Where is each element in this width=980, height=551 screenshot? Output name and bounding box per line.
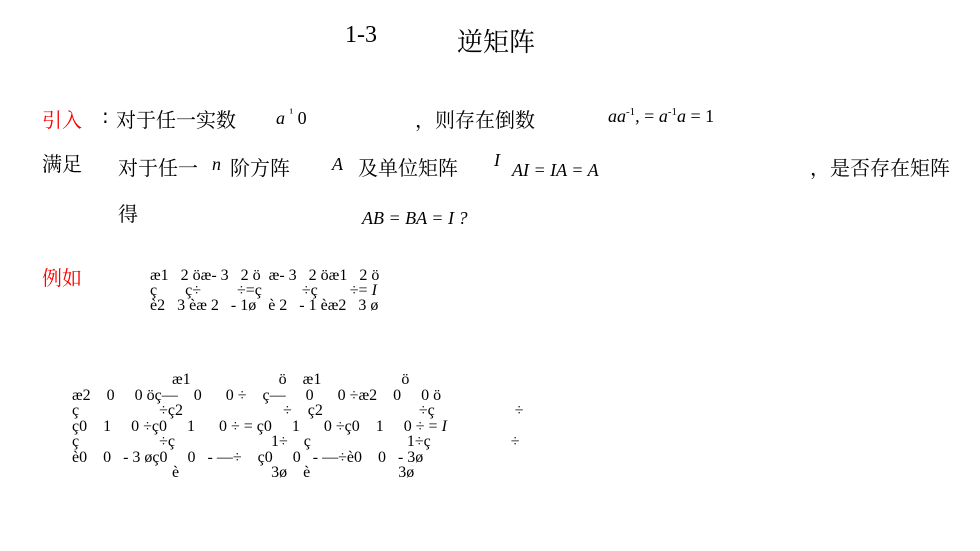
- example-2x2-row2: ç ç÷ ÷=ç ÷ç ÷= I: [150, 282, 377, 299]
- example-2x2-row3: è2 3 èæ 2 - 1ø è 2 - 1 èæ2 3 ø: [150, 297, 379, 314]
- page-title: 逆矩阵: [457, 28, 536, 58]
- satisfy-label: 满足: [42, 152, 82, 176]
- example-label: 例如: [42, 266, 82, 290]
- intro-text: 对于任一实数: [116, 108, 236, 132]
- example-2x2: [150, 268, 379, 313]
- question-identity: 及单位矩阵: [358, 156, 458, 180]
- example-3x3-row6: è0 0 - 3 øç0 0 - —÷ ç0 0 - —÷è0 0 - 3ø: [72, 448, 424, 466]
- intro-colon: :: [102, 104, 109, 128]
- question-de: 得: [118, 202, 138, 226]
- example-3x3-row2: æ2 0 0 öç— 0 0 ÷ ç— 0 0 ÷æ2 0 0 ö: [72, 386, 442, 404]
- question-eq1: AI = IA = A: [512, 160, 599, 180]
- question-n: n: [212, 154, 221, 174]
- example-2x2-row1: æ1 2 öæ- 3 2 ö æ- 3 2 öæ1 2 ö: [150, 267, 380, 284]
- intro-condition: a $^{^1}$ 0: [276, 106, 307, 128]
- question-I: I: [494, 150, 500, 170]
- question-trail: ，是否存在矩阵: [810, 156, 950, 180]
- question-order: 阶方阵: [230, 156, 290, 180]
- intro-label: 引入: [42, 108, 82, 132]
- question-eq2: AB = BA = I ?: [362, 208, 468, 228]
- question-A: A: [332, 154, 343, 174]
- example-3x3-row5: ç ÷ç 1÷ ç 1÷ç ÷: [72, 433, 520, 450]
- section-number: 1-3: [345, 22, 377, 48]
- intro-inverse-text: ，则存在倒数: [415, 108, 535, 132]
- example-3x3-row3: ç ÷ç2 ÷ ç2 ÷ç ÷: [72, 402, 524, 419]
- example-3x3-row4: ç0 1 0 ÷ç0 1 0 ÷ = ç0 1 0 ÷ç0 1 0 ÷ = I: [72, 417, 447, 435]
- question-lead: 对于任一: [118, 156, 198, 180]
- intro-equation: $aa^{-1}$, = $a^{-1}a = 1$: [608, 106, 715, 126]
- example-3x3-row1: æ1 ö æ1 ö: [72, 371, 410, 388]
- example-3x3: [72, 372, 524, 481]
- example-3x3-row7: è 3ø è 3ø: [72, 464, 415, 481]
